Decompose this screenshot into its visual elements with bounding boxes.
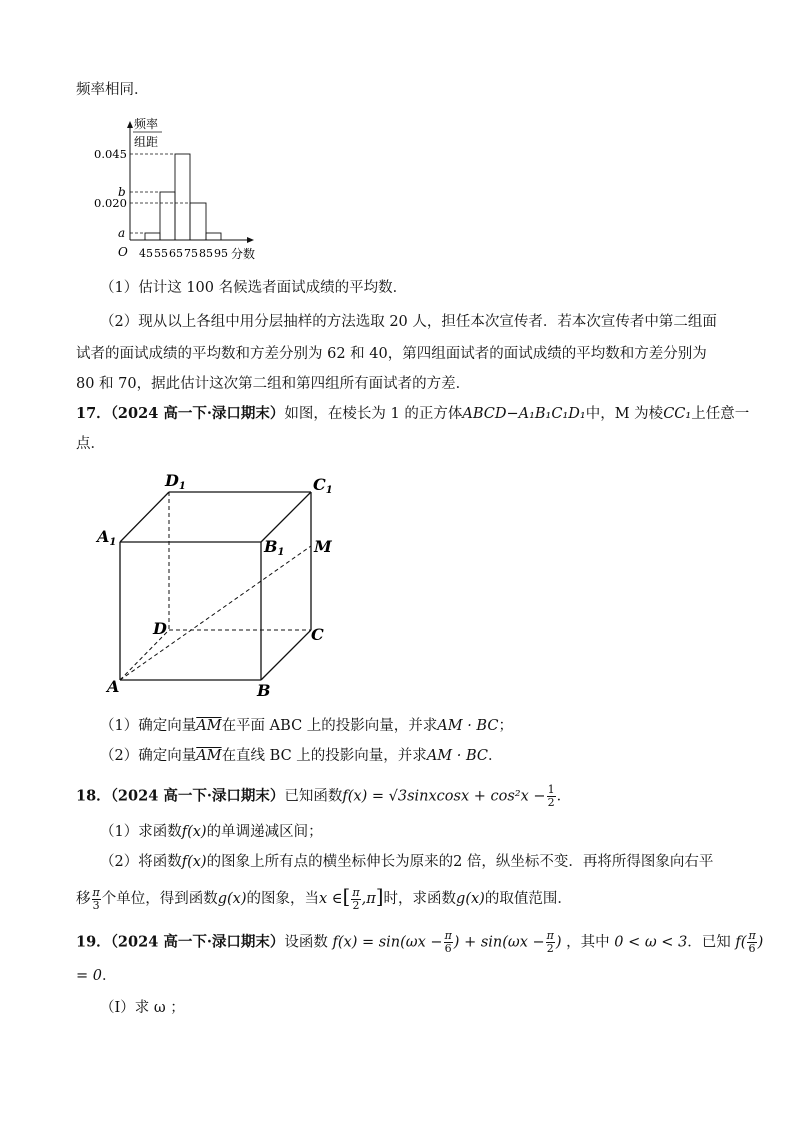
q17-text-a: 如图，在棱长为 1 的正方体 (284, 406, 463, 422)
vertex-B: B (257, 681, 271, 700)
q17-cube-name: ABCD−A₁B₁C₁D₁ (462, 406, 586, 422)
vertex-D1: D1 (165, 471, 186, 492)
y-tick-0020: 0.020 (94, 196, 127, 210)
y-tick-a: a (118, 226, 126, 240)
y-label-top: 频率 (134, 117, 159, 131)
q17-number: 17． (76, 405, 111, 422)
q18-header: 18．（2024 高一下·渌口期末）已知函数f(x) = √3sinxcosx + cos²x − $\frac{1}{2}$ ． (76, 783, 572, 809)
origin-label: O (118, 245, 128, 259)
x-tick-85: 85 (199, 247, 213, 260)
frequency-histogram (90, 112, 270, 268)
q17-header (76, 404, 749, 424)
x-tick-55: 55 (154, 247, 168, 260)
q17-edge: CC₁ (663, 406, 692, 422)
vertex-C: C (311, 625, 324, 644)
vertex-A: A (107, 677, 120, 696)
x-tick-95: 95 (214, 247, 228, 260)
q17-text-b: 中，M 为棱 (585, 406, 664, 422)
q16-part2-line1: （2）现从以上各组中用分层抽样的方法选取 20 人，担任本次宣传者．若本次宣传者中第二组面 (100, 314, 717, 330)
bar-45-55 (145, 233, 160, 240)
vertex-A1: A1 (97, 527, 117, 548)
y-tick-0045: 0.045 (94, 147, 127, 161)
q17-source: （2024 高一下·渌口期末） (110, 405, 285, 422)
q16-part2-line2: 试者的面试成绩的平均数和方差分别为 62 和 40，第四组面试者的面试成绩的平均数和方差分别为 (76, 346, 707, 362)
vertex-B1: B1 (264, 537, 285, 558)
q19-condition-end: = 0． (76, 968, 117, 984)
q17-text-d: 点． (76, 436, 105, 452)
q19-header: 19．（2024 高一下·渌口期末）设函数 f(x) = sin(ωx − $\frac{\pi}{6}$ ) + sin(ωx − $\frac{\pi}{2}$ ) ，其中 0 < ω < 3．已知 f( $\frac{\pi}{6}$ ) (76, 929, 764, 955)
q18-part1: （1）求函数f(x)的单调递减区间； (100, 824, 323, 840)
intro-line: 频率相同． (76, 82, 149, 98)
q16-part2-line3: 80 和 70，据此估计这次第二组和第四组所有面试者的方差． (76, 376, 471, 392)
y-label-bottom: 组距 (134, 135, 159, 149)
q17-text-c: 上任意一 (691, 406, 750, 422)
q18-part2-line1: （2）将函数f(x)的图象上所有点的横坐标伸长为原来的2 倍，纵坐标不变．再将所得图象向右平 (100, 854, 714, 870)
q16-part1: （1）估计这 100 名候选者面试成绩的平均数． (100, 280, 408, 296)
y-tick-b: b (118, 185, 126, 199)
bar-85-95 (206, 233, 221, 240)
cube-figure (95, 468, 345, 700)
bar-75-85 (190, 203, 206, 240)
q17-part2: （2）确定向量$\overline{AM}$在直线 BC 上的投影向量，并求AM · BC． (100, 748, 503, 764)
q17-part1: （1）确定向量$\overline{AM}$在平面 ABC 上的投影向量，并求AM · BC； (100, 718, 513, 734)
x-tick-65: 65 (169, 247, 183, 260)
bar-65-75 (175, 154, 190, 240)
vertex-D: D (153, 619, 167, 638)
q18-half: $\frac{1}{2}$ (547, 783, 555, 809)
q18-part2-line2: 移 $\frac{\pi}{3}$ 个单位，得到函数g(x)的图象，当x ∈[ $\frac{\pi}{2}$ ,π]时，求函数g(x)的取值范围． (76, 884, 572, 912)
bar-55-65 (160, 192, 175, 240)
point-M: M (314, 537, 332, 556)
q19-part1: （Ⅰ）求 ω ； (100, 1000, 185, 1016)
x-tick-45: 45 (139, 247, 153, 260)
q18-function: f(x) = √3sinxcosx + cos²x − (342, 788, 546, 805)
vertex-C1: C1 (313, 475, 333, 496)
x-unit-label: 分数 (231, 247, 256, 261)
x-tick-75: 75 (184, 247, 198, 260)
